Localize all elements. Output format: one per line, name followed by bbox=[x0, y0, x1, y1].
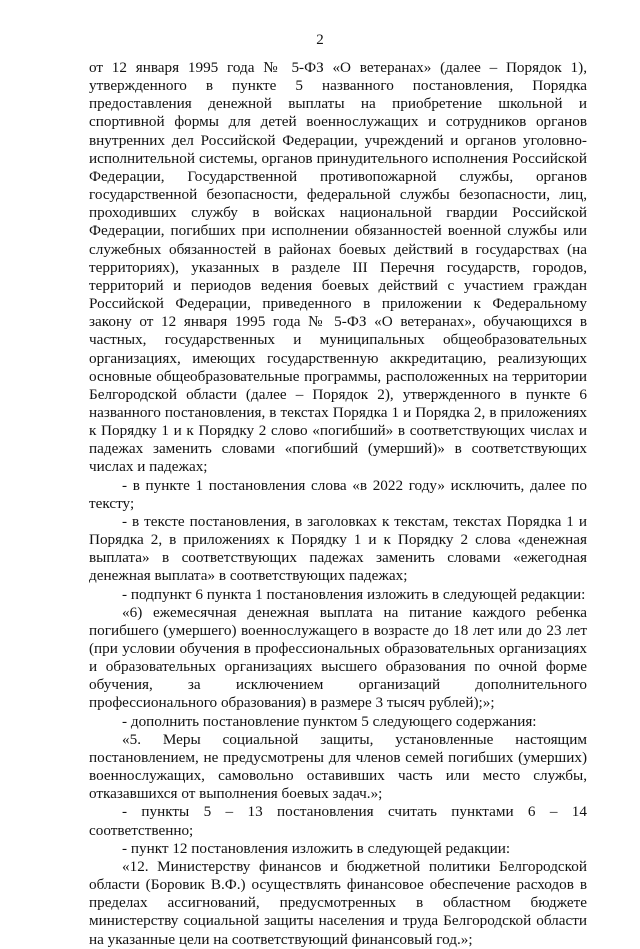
document-body bbox=[89, 59, 587, 949]
paragraph-quote: «12. Министерству финансов и бюджетной политики Белгородской области (Боровик В.Ф.) осуществлять финансовое обеспечение расходов в пределах ассигнований, предусмотренных в областном бюджете министерству социальной защиты населения и труда Белгородской области на указанные цели на соответствующий финансовый год.»; bbox=[89, 857, 587, 948]
paragraph-item: - пункты 5 – 13 постановления считать пунктами 6 – 14 соответственно; bbox=[89, 803, 587, 839]
paragraph-item: - дополнить постановление пунктом 5 следующего содержания: bbox=[122, 712, 537, 730]
paragraph-item: - в тексте постановления, в заголовках к текстам, текстах Порядка 1 и Порядка 2, в приложениях к Порядку 1 и к Порядку 2 слова «денежная выплата» в соответствующих падежах заменить словами «ежегодная денежная выплата» в соответствующих падежах; bbox=[89, 512, 587, 585]
paragraph-quote: «5. Меры социальной защиты, установленные настоящим постановлением, не предусмотрены для членов семей погибших (умерших) военнослужащих, самовольно оставивших часть или место службы, отказавшихся от выполнения боевых задач.»; bbox=[89, 730, 587, 803]
paragraph-item: - пункт 12 постановления изложить в следующей редакции: bbox=[122, 839, 511, 857]
paragraph-quote: «6) ежемесячная денежная выплата на питание каждого ребенка погибшего (умершего) военнослужащего в возрасте до 18 лет или до 23 лет (при условии обучения в профессиональных образовательных организациях и образовательных организациях высшего образования по очной форме обучения, за исключением организаций дополнительного профессионального образования) в размере 3 тысяч рублей);»; bbox=[89, 603, 587, 712]
paragraph-item: - в пункте 1 постановления слова «в 2022 году» исключить, далее по тексту; bbox=[89, 476, 587, 512]
paragraph-item: - подпункт 6 пункта 1 постановления изложить в следующей редакции: bbox=[122, 585, 586, 603]
paragraph-continuation: от 12 января 1995 года № 5-ФЗ «О ветеранах» (далее – Порядок 1), утвержденного в пункте 5 названного постановления, Порядка предоставления денежной выплаты на приобретение школьной и спортивной формы для детей военнослужащих и сотрудников органов внутренних дел Российской Федерации, учреждений и органов уголовно-исполнительной системы, органов принудительного исполнения Российской Федерации, Государственной противопожарной службы, органов государственной безопасности, федеральной службы безопасности, лиц, проходивших службу в войсках национальной гвардии Российской Федерации, погибших при исполнении обязанностей военной службы или служебных обязанностей в районах боевых действий в государствах (на территориях), указанных в разделе III Перечня государств, городов, территорий и периодов ведения боевых действий с участием граждан Российской Федерации, приведенного в приложении к Федеральному закону от 12 января 1995 года № 5-ФЗ «О ветеранах», обучающихся в частных, государственных и муниципальных общеобразовательных организациях, имеющих государственную аккредитацию, реализующих основные общеобразовательные программы, расположенных на территории Белгородской области (далее – Порядок 2), утвержденного в пункте 6 названного постановления, в текстах Порядка 1 и Порядка 2, в приложениях к Порядку 1 и к Порядку 2 слово «погибший» в соответствующих числах и падежах заменить словами «погибший (умерший)» в соответствующих числах и падежах; bbox=[89, 59, 587, 476]
page-number: 2 bbox=[316, 32, 324, 48]
